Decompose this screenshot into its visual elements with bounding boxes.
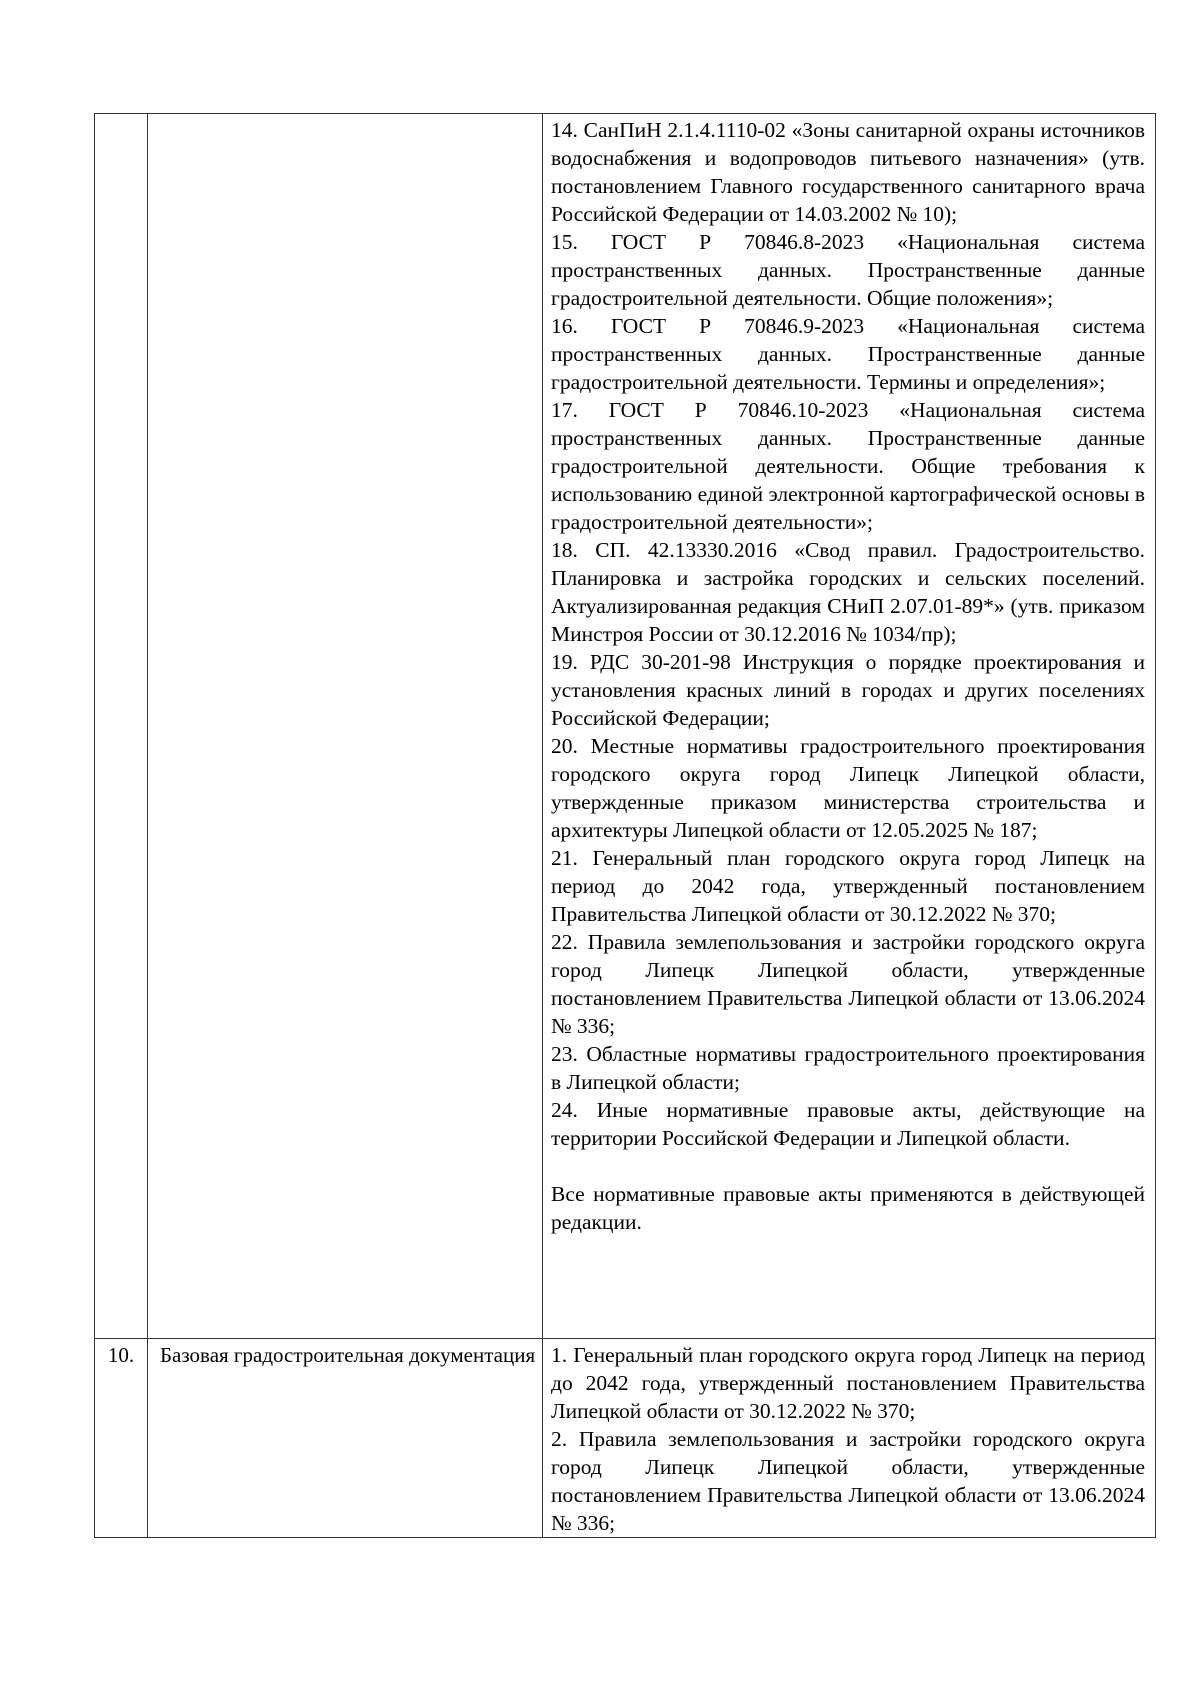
list-item: 20. Местные нормативы градостроительного проектирования городского округа город Липецк Липецкой области, утвержденные приказом министерства строительства и архитектуры Липецкой области от 12.05.2025 № 187; [551, 734, 1145, 842]
table-row [95, 114, 1156, 1339]
applicability-note: Все нормативные правовые акты применяются в действующей редакции. [551, 1182, 1145, 1234]
list-item: 14. СанПиН 2.1.4.1110-02 «Зоны санитарной охраны источников водоснабжения и водопроводов питьевого назначения» (утв. постановлением Главного государственного санитарного врача Российской Федерации от 14.03.2002 № 10); [551, 118, 1145, 226]
table-row [95, 1339, 1156, 1538]
list-item: 22. Правила землепользования и застройки городского округа город Липецк Липецкой области, утвержденные постановлением Правительства Липецкой области от 13.06.2024 № 336; [551, 930, 1145, 1038]
row-content-cell [543, 1339, 1156, 1538]
row-name-cell: Базовая градостроительная документация [148, 1339, 543, 1538]
list-item: 23. Областные нормативы градостроительного проектирования в Липецкой области; [551, 1042, 1145, 1094]
row-name-cell [148, 114, 543, 1339]
paragraph-spacer [551, 1152, 1145, 1180]
list-item: 19. РДС 30-201-98 Инструкция о порядке проектирования и установления красных линий в городах и других поселениях Российской Федерации; [551, 650, 1145, 730]
list-item: 2. Правила землепользования и застройки городского округа город Липецк Липецкой области, утвержденные постановлением Правительства Липецкой области от 13.06.2024 № 336; [551, 1427, 1145, 1535]
row-content-cell [543, 114, 1156, 1339]
list-item: 21. Генеральный план городского округа город Липецк на период до 2042 года, утвержденный постановлением Правительства Липецкой области от 30.12.2022 № 370; [551, 846, 1145, 926]
row-number-cell [95, 114, 148, 1339]
requirements-table [94, 113, 1156, 1538]
list-item: 1. Генеральный план городского округа город Липецк на период до 2042 года, утвержденный постановлением Правительства Липецкой области от 30.12.2022 № 370; [551, 1343, 1145, 1423]
list-item: 15. ГОСТ Р 70846.8-2023 «Национальная система пространственных данных. Пространственные данные градостроительной деятельности. Общие положения»; [551, 230, 1145, 310]
list-item: 24. Иные нормативные правовые акты, действующие на территории Российской Федерации и Липецкой области. [551, 1098, 1145, 1150]
list-item: 16. ГОСТ Р 70846.9-2023 «Национальная система пространственных данных. Пространственные данные градостроительной деятельности. Термины и определения»; [551, 314, 1145, 394]
list-item: 17. ГОСТ Р 70846.10-2023 «Национальная система пространственных данных. Пространственные данные градостроительной деятельности. Общие требования к использованию единой электронной картографической основы в градостроительной деятельности»; [551, 398, 1145, 534]
row-number-cell: 10. [95, 1339, 148, 1538]
list-item: 18. СП. 42.13330.2016 «Свод правил. Градостроительство. Планировка и застройка городских и сельских поселений. Актуализированная редакция СНиП 2.07.01-89*» (утв. приказом Минстроя России от 30.12.2016 № 1034/пр); [551, 538, 1145, 646]
